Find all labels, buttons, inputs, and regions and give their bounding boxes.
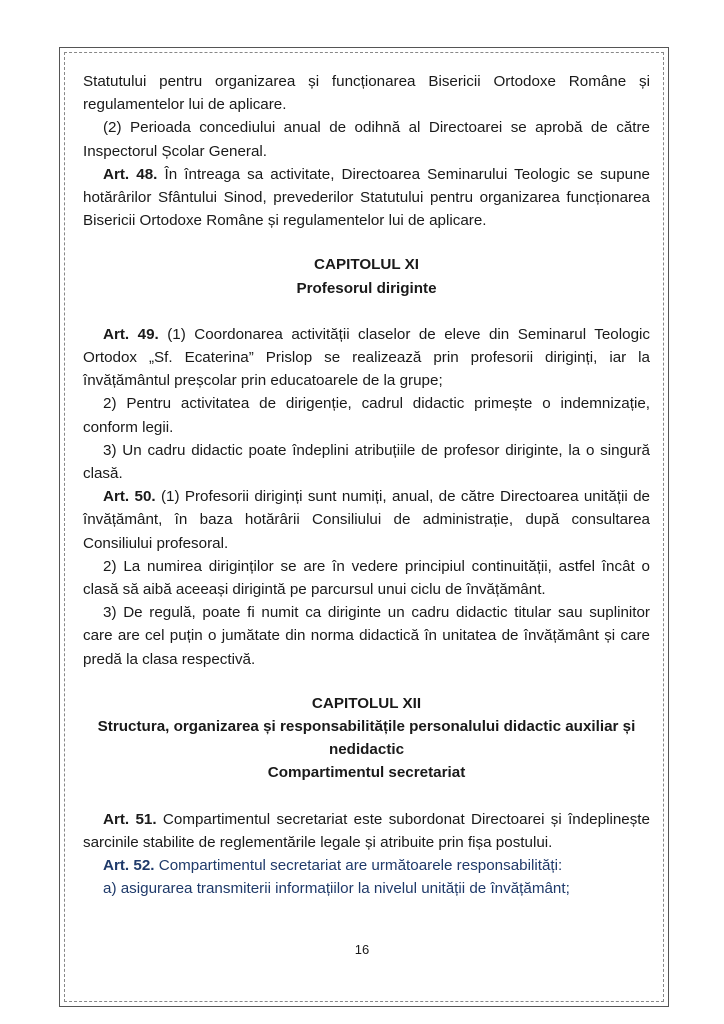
- article-52: [83, 854, 650, 877]
- article-52-text: Compartimentul secretariat are următoarele responsabilități:: [154, 857, 563, 875]
- article-51-label: Art. 51.: [103, 810, 157, 828]
- article-51-text: Compartimentul secretariat este subordonat Directoarei și îndeplinește sarcinile stabilite de reglementările legale și atribuite prin fișa postului.: [83, 810, 650, 851]
- article-50-point-3: 3) De regulă, poate fi numit ca diriginte un cadru didactic titular sau suplinitor care are cel puțin o jumătate din norma didactică în unitatea de învățământ și care predă la clasa respectivă.: [83, 604, 650, 668]
- document-body: [83, 70, 650, 901]
- article-50: [83, 485, 650, 555]
- article-49: [83, 323, 650, 393]
- article-49-point-3: 3) Un cadru didactic poate îndeplini atribuțiile de profesor diriginte, la o singură clasă.: [83, 441, 650, 483]
- article-50-text: (1) Profesorii diriginți sunt numiți, anual, de către Directoarea unității de învățământ, în baza hotărârii Consiliului de administrație, după consultarea Consiliului profesoral.: [83, 488, 650, 552]
- chapter-12-subtitle: Structura, organizarea și responsabilitățile personalului didactic auxiliar și nedidactic: [97, 718, 636, 759]
- article-49-point-2: 2) Pentru activitatea de dirigenție, cadrul didactic primește o indemnizație, conform legii.: [83, 395, 650, 436]
- article-48: [83, 163, 650, 233]
- chapter-11-title: CAPITOLUL XI: [314, 256, 419, 274]
- article-48-label: Art. 48.: [103, 165, 158, 183]
- paragraph-statut-continuation: Statutului pentru organizarea și funcționarea Bisericii Ortodoxe Române și regulamentelor lui de aplicare.: [83, 73, 650, 114]
- article-48-text: În întreaga sa activitate, Directoarea Seminarului Teologic se supune hotărârilor Sfântului Sinod, prevederilor Statutului pentru organizarea funcționarea Bisericii Ortodoxe Române și regulamentelor lui de aplicare.: [83, 165, 650, 230]
- article-50-label: Art. 50.: [103, 488, 156, 506]
- chapter-12-section: Compartimentul secretariat: [267, 764, 466, 782]
- article-52-point-a: a) asigurarea transmiterii informațiilor la nivelul unității de învățământ;: [103, 880, 570, 898]
- page-number: 16: [354, 942, 370, 957]
- article-51: [83, 808, 650, 854]
- paragraph-concediu: (2) Perioada concediului anual de odihnă al Directoarei se aprobă de către Inspectorul Școlar General.: [83, 119, 650, 160]
- article-49-text: (1) Coordonarea activității claselor de eleve din Seminarul Teologic Ortodox „Sf. Ecaterina” Prislop se realizează prin profesorii diriginți, iar la învățământul preșcolar prin educatoarele de la grupe;: [83, 325, 650, 390]
- article-50-point-2: 2) La numirea diriginților se are în vedere principiul continuității, astfel încât o clasă să aibă aceeași dirigintă pe parcursul unui ciclu de învățământ.: [83, 557, 650, 599]
- article-52-label: Art. 52.: [103, 857, 155, 875]
- chapter-11-subtitle: Profesorul diriginte: [296, 279, 437, 297]
- article-49-label: Art. 49.: [103, 325, 159, 343]
- chapter-12-title: CAPITOLUL XII: [311, 694, 422, 712]
